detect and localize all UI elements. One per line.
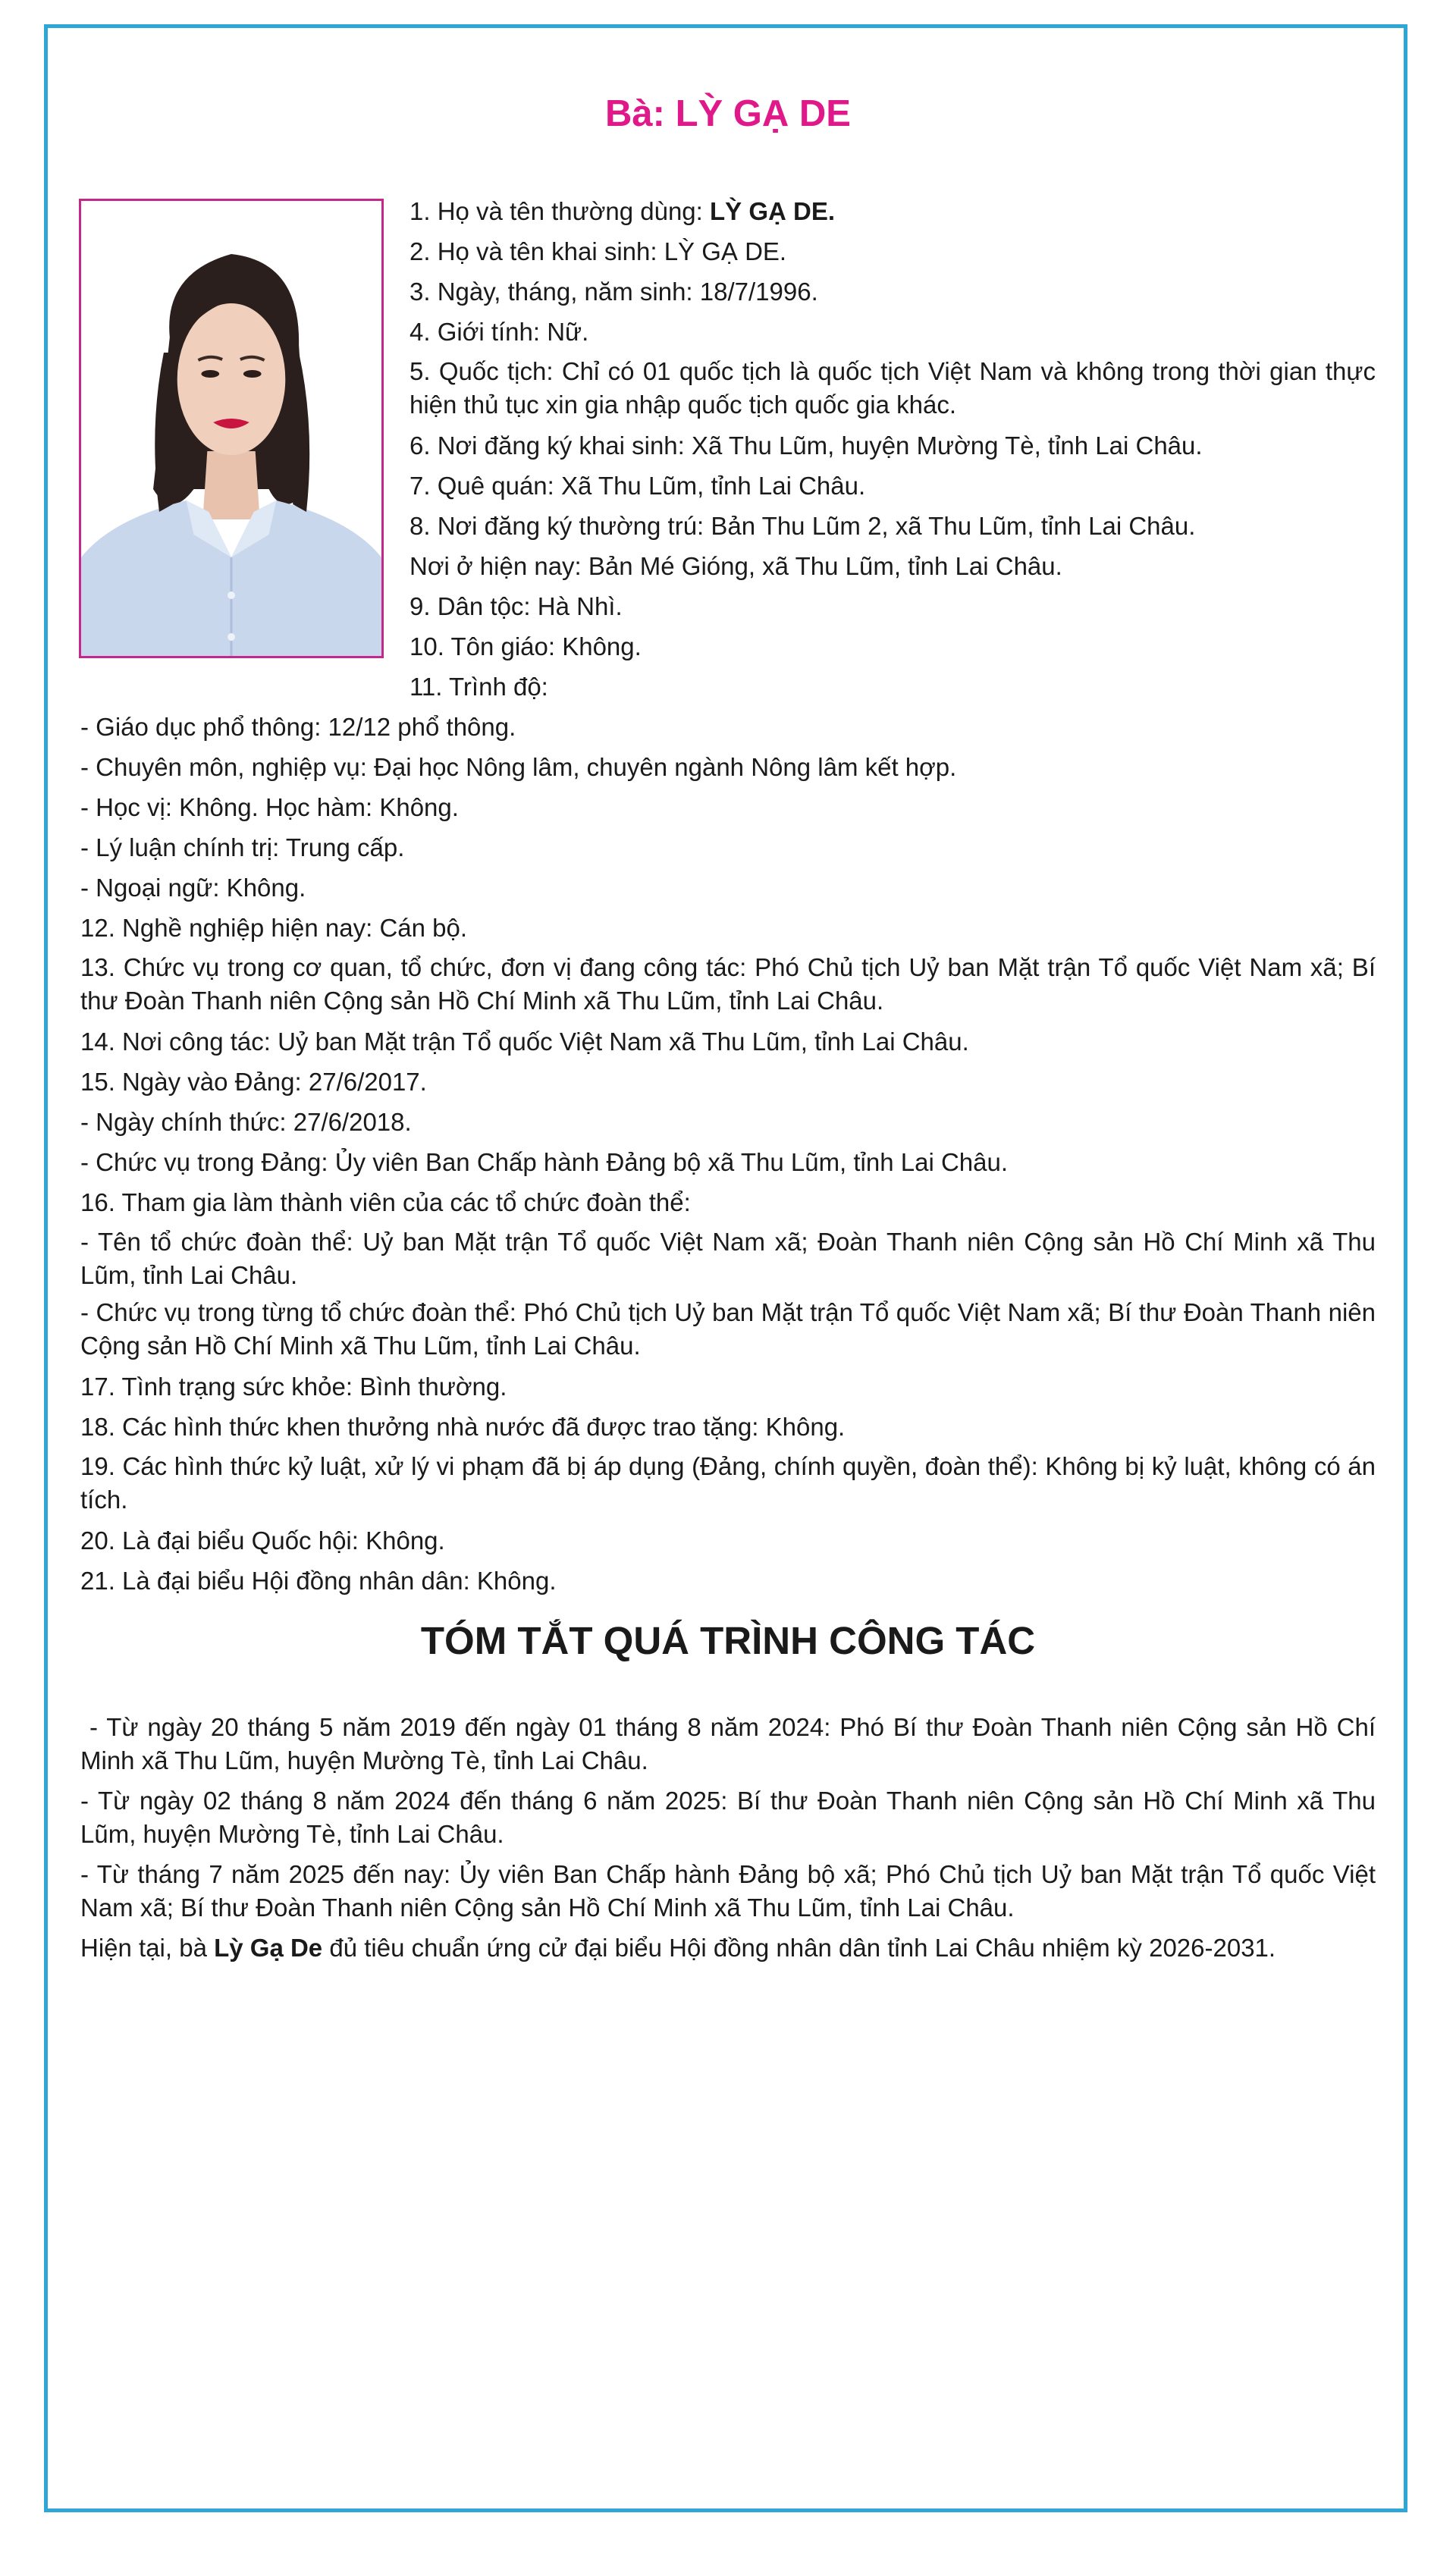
info-line-19: 19. Các hình thức kỷ luật, xử lý vi phạm đã bị áp dụng (Đảng, chính quyền, đoàn thể): Không bị kỷ luật, không có án tích. — [80, 1452, 1376, 1514]
info-line-2: 2. Họ và tên khai sinh: LỲ GẠ DE. — [410, 237, 787, 265]
info-line-21: 21. Là đại biểu Hội đồng nhân dân: Không. — [80, 1567, 557, 1595]
title-name: LỲ GẠ DE — [675, 93, 851, 134]
info-line-11d: - Lý luận chính trị: Trung cấp. — [80, 833, 405, 861]
info-line-11: 11. Trình độ: — [410, 673, 548, 701]
info-line-10: 10. Tôn giáo: Không. — [410, 632, 642, 660]
info-line-15b: - Chức vụ trong Đảng: Ủy viên Ban Chấp hành Đảng bộ xã Thu Lũm, tỉnh Lai Châu. — [80, 1148, 1009, 1176]
info-line-1: 1. Họ và tên thường dùng: LỲ GẠ DE. — [410, 197, 836, 225]
info-line-18: 18. Các hình thức khen thưởng nhà nước đã được trao tặng: Không. — [80, 1413, 846, 1441]
info-line-13: 13. Chức vụ trong cơ quan, tổ chức, đơn vị đang công tác: Phó Chủ tịch Uỷ ban Mặt trận Tổ quốc Việt Nam xã; Bí thư Đoàn Thanh niên Cộng sản Hồ Chí Minh xã Thu Lũm, tỉnh Lai Châu. — [80, 953, 1376, 1015]
common-name-bold: LỲ GẠ DE. — [709, 197, 836, 225]
candidate-title — [0, 93, 1456, 134]
info-line-11c: - Học vị: Không. Học hàm: Không. — [80, 793, 459, 821]
info-line-3: 3. Ngày, tháng, năm sinh: 18/7/1996. — [410, 278, 818, 306]
info-line-14: 14. Nơi công tác: Uỷ ban Mặt trận Tổ quốc Việt Nam xã Thu Lũm, tỉnh Lai Châu. — [80, 1028, 969, 1056]
info-line-15a: - Ngày chính thức: 27/6/2018. — [80, 1108, 412, 1136]
info-line-6: 6. Nơi đăng ký khai sinh: Xã Thu Lũm, huyện Mường Tè, tỉnh Lai Châu. — [410, 431, 1203, 460]
info-line-11b: - Chuyên môn, nghiệp vụ: Đại học Nông lâm, chuyên ngành Nông lâm kết hợp. — [80, 753, 957, 781]
closing-statement: Hiện tại, bà Lỳ Gạ De đủ tiêu chuẩn ứng cử đại biểu Hội đồng nhân dân tỉnh Lai Châu nhiệm kỳ 2026-2031. — [80, 1934, 1276, 1962]
info-line-8: 8. Nơi đăng ký thường trú: Bản Thu Lũm 2, xã Thu Lũm, tỉnh Lai Châu. — [410, 512, 1196, 540]
work-item-3: - Từ tháng 7 năm 2025 đến nay: Ủy viên Ban Chấp hành Đảng bộ xã; Phó Chủ tịch Uỷ ban Mặt trận Tổ quốc Việt Nam xã; Bí thư Đoàn Thanh niên Cộng sản Hồ Chí Minh xã Thu Lũm, tỉnh Lai Châu. — [80, 1860, 1376, 1922]
info-line-8b: Nơi ở hiện nay: Bản Mé Gióng, xã Thu Lũm, tỉnh Lai Châu. — [410, 552, 1062, 580]
info-line-16: 16. Tham gia làm thành viên của các tổ chức đoàn thể: — [80, 1188, 691, 1216]
title-prefix: Bà: — [605, 93, 676, 134]
info-line-16b: - Chức vụ trong từng tổ chức đoàn thể: Phó Chủ tịch Uỷ ban Mặt trận Tổ quốc Việt Nam xã; Bí thư Đoàn Thanh niên Cộng sản Hồ Chí Minh xã Thu Lũm, tỉnh Lai Châu. — [80, 1298, 1376, 1360]
info-line-11a: - Giáo dục phổ thông: 12/12 phổ thông. — [80, 713, 516, 741]
info-line-16a: - Tên tổ chức đoàn thể: Uỷ ban Mặt trận Tổ quốc Việt Nam xã; Đoàn Thanh niên Cộng sản Hồ Chí Minh xã Thu Lũm, tỉnh Lai Châu. — [80, 1228, 1376, 1289]
info-line-11e: - Ngoại ngữ: Không. — [80, 874, 306, 902]
info-line-7: 7. Quê quán: Xã Thu Lũm, tỉnh Lai Châu. — [410, 472, 866, 500]
work-history — [80, 1711, 1383, 1972]
closing-name-bold: Lỳ Gạ De — [214, 1934, 323, 1962]
info-line-5: 5. Quốc tịch: Chỉ có 01 quốc tịch là quốc tịch Việt Nam và không trong thời gian thực hiện thủ tục xin gia nhập quốc tịch quốc gia khác. — [410, 357, 1376, 419]
info-line-9: 9. Dân tộc: Hà Nhì. — [410, 592, 623, 620]
info-line-12: 12. Nghề nghiệp hiện nay: Cán bộ. — [80, 914, 468, 942]
info-line-20: 20. Là đại biểu Quốc hội: Không. — [80, 1526, 445, 1555]
info-line-17: 17. Tình trạng sức khỏe: Bình thường. — [80, 1373, 507, 1401]
work-item-2: - Từ ngày 02 tháng 8 năm 2024 đến tháng 6 năm 2025: Bí thư Đoàn Thanh niên Cộng sản Hồ Chí Minh xã Thu Lũm, huyện Mường Tè, tỉnh Lai Châu. — [80, 1787, 1376, 1848]
info-line-4: 4. Giới tính: Nữ. — [410, 318, 589, 346]
info-line-15: 15. Ngày vào Đảng: 27/6/2017. — [80, 1068, 427, 1096]
section-title: TÓM TẮT QUÁ TRÌNH CÔNG TÁC — [420, 1619, 1036, 1662]
work-item-1: - Từ ngày 20 tháng 5 năm 2019 đến ngày 01 tháng 8 năm 2024: Phó Bí thư Đoàn Thanh niên Cộng sản Hồ Chí Minh xã Thu Lũm, huyện Mường Tè, tỉnh Lai Châu. — [80, 1713, 1383, 1774]
personal-info — [80, 191, 1376, 1601]
